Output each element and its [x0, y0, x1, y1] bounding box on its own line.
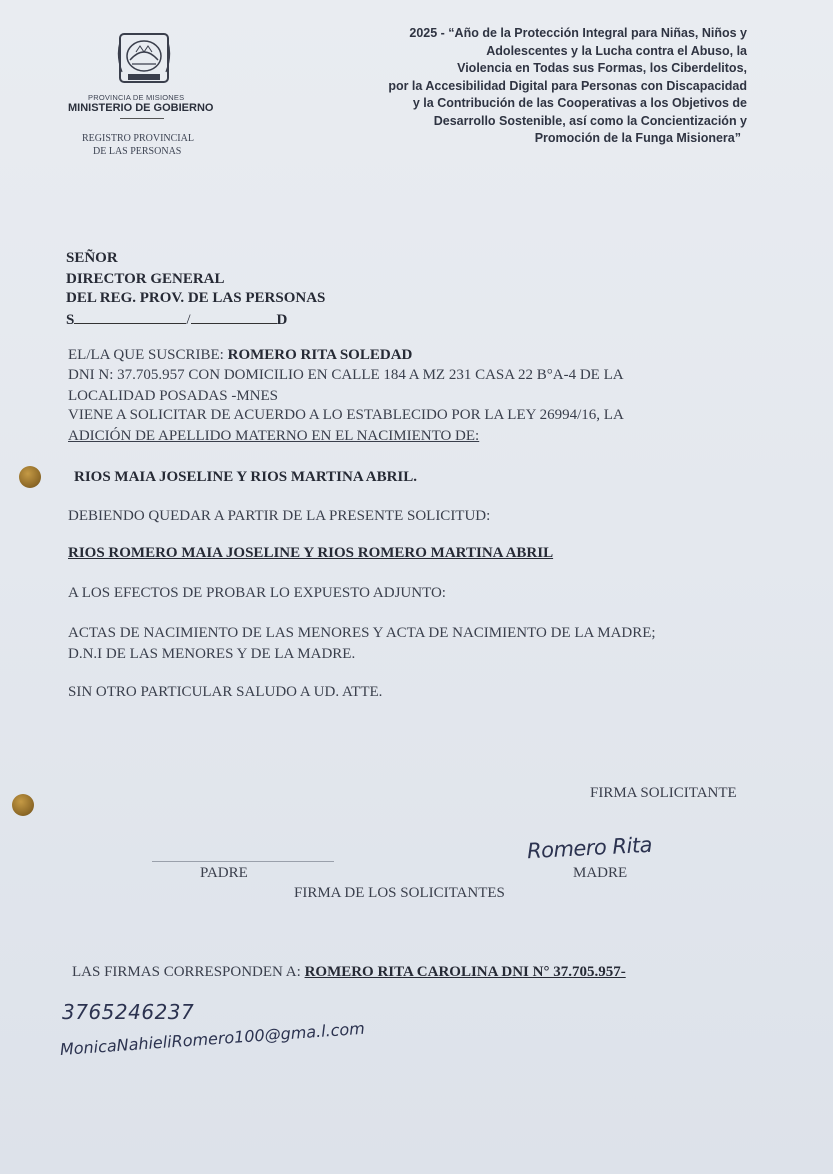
attachments-line2: D.N.I DE LAS MENORES Y DE LA MADRE.: [68, 646, 356, 662]
padre-label: PADRE: [200, 865, 248, 881]
children-current-names: RIOS MAIA JOSELINE Y RIOS MARTINA ABRIL.: [74, 469, 418, 485]
motto-line: y la Contribución de las Cooperativas a los Objetivos de: [412, 96, 747, 110]
motto-line: por la Accesibilidad Digital para Personas con Discapacidad: [388, 78, 747, 93]
correspond-name: ROMERO RITA CAROLINA DNI N° 37.705.957-: [304, 964, 626, 980]
registry-label-line2: DE LAS PERSONAS: [93, 146, 182, 157]
correspond-prefix: LAS FIRMAS CORRESPONDEN A:: [72, 964, 301, 980]
year-motto: [307, 25, 747, 148]
firma-solicitante-label: FIRMA SOLICITANTE: [590, 785, 737, 801]
addressee-line2: DIRECTOR GENERAL: [66, 271, 225, 287]
mother-signature: Romero Rita: [526, 832, 653, 864]
addressee-line3: DEL REG. PROV. DE LAS PERSONAS: [66, 290, 326, 306]
should-remain-line: DEBIENDO QUEDAR A PARTIR DE LA PRESENTE SOLICITUD:: [68, 508, 491, 524]
subscriber-line: [68, 347, 412, 364]
handwritten-phone: 3765246237: [62, 1000, 195, 1024]
addition-line: ADICIÓN DE APELLIDO MATERNO EN EL NACIMIENTO DE:: [68, 428, 480, 444]
motto-line: Promoción de la Funga Misionera”: [534, 131, 741, 145]
locality-line: LOCALIDAD POSADAS -MNES: [68, 388, 279, 404]
firma-solicitantes-label: FIRMA DE LOS SOLICITANTES: [294, 885, 505, 901]
ministry-label: MINISTERIO DE GOBIERNO: [68, 102, 214, 114]
closing-line: SIN OTRO PARTICULAR SALUDO A UD. ATTE.: [68, 684, 383, 700]
divider: [120, 118, 164, 119]
registry-label-line1: REGISTRO PROVINCIAL: [82, 133, 194, 144]
d-letter: D: [276, 312, 288, 328]
dni-line: DNI N: 37.705.957 CON DOMICILIO EN CALLE 184 A MZ 231 CASA 22 B°A-4 DE LA: [68, 367, 624, 383]
subscriber-prefix: EL/LA QUE SUSCRIBE:: [68, 347, 224, 363]
blank-line: [191, 311, 277, 324]
motto-line: Adolescentes y la Lucha contra el Abuso, la: [486, 43, 747, 58]
motto-line: Desarrollo Sostenible, así como la Concientización y: [433, 113, 747, 128]
s-letter: S: [66, 312, 75, 328]
signatures-correspond-line: [72, 964, 626, 981]
salutation-line: [66, 311, 287, 329]
provincial-seal-icon: [114, 30, 174, 86]
province-label: PROVINCIA DE MISIONES: [88, 93, 185, 102]
slash: /: [186, 312, 191, 328]
attachments-line1: ACTAS DE NACIMIENTO DE LAS MENORES Y ACTA DE NACIMIENTO DE LA MADRE;: [68, 625, 656, 641]
proof-intro: A LOS EFECTOS DE PROBAR LO EXPUESTO ADJUNTO:: [68, 585, 446, 601]
punch-hole: [19, 466, 41, 488]
blank-line: [74, 311, 186, 324]
handwritten-email: MonicaNahieliRomero100@gma.l.com: [59, 1018, 366, 1059]
subscriber-name: ROMERO RITA SOLEDAD: [227, 347, 413, 363]
motto-line: 2025 - “Año de la Protección Integral para Niñas, Niños y: [409, 26, 747, 40]
request-line: VIENE A SOLICITAR DE ACUERDO A LO ESTABLECIDO POR LA LEY 26994/16, LA: [68, 407, 624, 423]
punch-hole: [12, 794, 34, 816]
motto-line: Violencia en Todas sus Formas, los Ciberdelitos,: [457, 61, 747, 75]
padre-signature-line: [152, 861, 334, 862]
madre-label: MADRE: [573, 865, 628, 881]
addressee-line1: SEÑOR: [66, 250, 118, 266]
children-new-names: RIOS ROMERO MAIA JOSELINE Y RIOS ROMERO MARTINA ABRIL: [68, 545, 554, 561]
